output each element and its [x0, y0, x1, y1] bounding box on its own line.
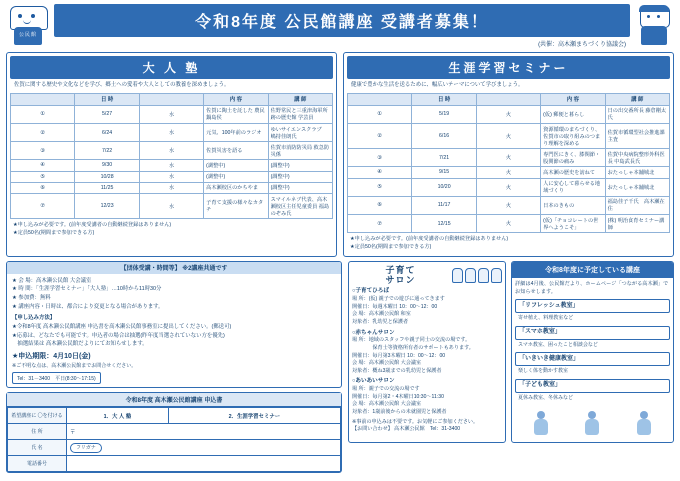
planned-courses-panel	[511, 261, 674, 444]
list-item: ★応募は、どなたでも可能です。申込者の場合は抽選(昨年度当選されていない方を優先)	[12, 332, 225, 339]
col-lecturer: 講 師	[605, 93, 669, 105]
planned-courses-body	[512, 278, 673, 443]
col-lecturer: 講 師	[268, 93, 332, 105]
salon-line: 開催日：毎週木曜日 10：00～12：00	[352, 303, 438, 310]
row-no: ②	[348, 124, 412, 149]
apply-method-list	[12, 314, 336, 349]
children-icon	[452, 268, 502, 283]
row-lecturer: 佐野常民と三重津海軍所跡の歴史館 学芸員	[268, 105, 332, 123]
list-item: ★ 会 場：高木瀬公民館 大会議室	[12, 277, 92, 284]
row-topic: 高木瀬校区のかちやま	[204, 182, 268, 193]
note-line: ★定員50名(期間まで参加できる方)	[13, 229, 95, 236]
row-date: 5/27	[75, 105, 139, 123]
row-topic: 佐賀に陶土を託した 農民鍋島侯	[204, 105, 268, 123]
row-lecturer: (調整中)	[268, 171, 332, 182]
row-topic: 元気、100年前のラジオ	[204, 124, 268, 142]
row-date: 7/22	[75, 142, 139, 160]
cosponsor-text: (共催：高木瀬まちづくり協議会)	[538, 42, 626, 48]
form-address-input[interactable]: 〒	[67, 424, 341, 440]
row-no: ④	[348, 167, 412, 178]
row-dow: 水	[139, 193, 203, 218]
seminar-course-title: 生涯学習セミナー	[347, 56, 670, 79]
salon-block	[352, 329, 502, 376]
row-date: 9/30	[75, 160, 139, 171]
row-dow: 水	[139, 171, 203, 182]
row-no: ②	[11, 124, 75, 142]
furigana-label: フリガナ	[70, 443, 102, 453]
seminar-course-notes	[347, 233, 670, 253]
row-dow: 火	[476, 214, 540, 232]
row-no: ⑤	[348, 178, 412, 196]
col-no	[348, 93, 412, 105]
col-dow	[476, 93, 540, 105]
adult-course-title: 大 人 塾	[10, 56, 333, 79]
form-choice-label: 希望講座に 〇を付ける	[8, 408, 67, 424]
row-no: ⑥	[11, 182, 75, 193]
row-date: 11/25	[75, 182, 139, 193]
form-title: 令和8年度 高木瀬公民館講座 申込書	[7, 393, 341, 407]
row-dow: 火	[476, 167, 540, 178]
row-dow: 火	[476, 149, 540, 167]
row-date: 5/19	[412, 105, 476, 123]
salon-footer	[352, 419, 502, 434]
application-deadline: ★申込期限：4月10日(金)	[12, 352, 91, 360]
col-topic: 内 容	[204, 93, 268, 105]
apply-method-title: 【申し込み方法】	[12, 315, 56, 322]
row-topic: 人に安心して暮らせる地域づくり	[541, 178, 605, 196]
salon-name: ○あいあいサロン	[352, 378, 395, 385]
table-header-row	[348, 93, 670, 105]
row-no: ⑥	[348, 196, 412, 214]
row-no: ⑦	[11, 193, 75, 218]
list-item: ★令和8年度 高木瀬公民館講座 申込書を高木瀬公民館事務室に提出してください。(郵送可)	[12, 323, 232, 330]
table-row	[348, 149, 670, 167]
col-no	[11, 93, 75, 105]
row-lecturer: (調整中)	[268, 160, 332, 171]
planned-courses-intro: 詳細は4月後、公民館だより、ホームページ「つながる高木瀬」でお知らせします。	[515, 280, 669, 295]
salon-line: 場 所：(仮) 親子での遊びに通ってきます	[352, 296, 445, 303]
form-choice-row	[8, 408, 341, 424]
row-topic: (仮)「チョコレートの世界へようこそ」	[541, 214, 605, 232]
row-topic: 子育て支援の様々なカタチ	[204, 193, 268, 218]
courses-section	[6, 52, 674, 257]
row-no: ③	[348, 149, 412, 167]
planned-course-item: 「いきいき健康教室」	[515, 352, 670, 366]
salon-line: 会 場：高木瀬公民館 和室	[352, 311, 411, 318]
kosodate-title-line1: 子育て	[385, 264, 416, 275]
row-lecturer: おたっしゃ本舗城北	[605, 167, 669, 178]
contact-phone: Tel：31－3400 平日(8:30～17:15)	[12, 372, 101, 384]
row-lecturer: スマイルネブ代表、高木瀬校区主任児童委員 福島のぞみ氏	[268, 193, 332, 218]
salon-line: 対象者：乳幼児と保護者	[352, 318, 409, 325]
salon-line: 開催日：毎月第3木曜日 10：00～12：00	[352, 352, 446, 359]
row-date: 6/24	[75, 124, 139, 142]
planned-course-desc: 夏休み教室、冬休みなど	[518, 394, 574, 401]
list-item: ★ 参加費：無料	[12, 295, 51, 302]
planned-course-desc: 寄せ植え、料理教室など	[518, 315, 574, 322]
planned-course-item: 「スマホ教室」	[515, 326, 670, 340]
row-dow: 水	[139, 142, 203, 160]
row-date: 6/16	[412, 124, 476, 149]
salon-line: 会 場：高木瀬公民館 大会議室	[352, 360, 422, 367]
table-row	[348, 124, 670, 149]
table-header-row	[11, 93, 333, 105]
row-date: 9/15	[412, 167, 476, 178]
row-dow: 水	[139, 124, 203, 142]
row-lecturer: 福島佳子千氏 高木瀬在住	[605, 196, 669, 214]
salon-block	[352, 377, 502, 416]
page-title: 令和8年度 公民館講座 受講者募集！	[54, 4, 630, 37]
planned-courses-title: 令和8年度に予定している講座	[512, 262, 673, 278]
form-table	[7, 407, 341, 472]
salon-line: 対象者：1歳前後からの未就園児と保護者	[352, 409, 447, 416]
row-topic: 高木瀬の歴史を訪ねて	[541, 167, 605, 178]
row-dow: 火	[476, 178, 540, 196]
row-lecturer: 佐賀市循環型社会推進課主査	[605, 124, 669, 149]
row-lecturer: (調整中)	[268, 182, 332, 193]
note-line: ★定員50名(期間まで参加できる方)	[350, 243, 432, 250]
seminar-course-panel	[343, 52, 674, 257]
salon-line: 会 場：高木瀬公民館 大会議室	[352, 401, 422, 408]
col-date: 日 時	[75, 93, 139, 105]
salon-line: 対象者：概ね3歳までの乳幼児と保護者	[352, 367, 442, 374]
form-tel-label: 電話番号	[8, 456, 67, 472]
seminar-course-table	[347, 93, 670, 233]
table-row	[11, 193, 333, 218]
planned-course-desc: スマホ教室、困ったこと相談会など	[518, 341, 598, 348]
mascot-building-icon	[6, 4, 50, 48]
seminar-course-lead: 健康で豊かな生活を送るために、幅広いテーマについて学びましょう。	[351, 82, 524, 88]
row-dow: 火	[476, 124, 540, 149]
form-choice-seminar[interactable]: 2．生涯学習セミナー	[168, 408, 340, 424]
salon-line: ※事前の申込みは不要です。お気軽にご参加ください。	[352, 418, 479, 425]
salon-line: 保育士等資格所有者のサポートもあります。	[352, 344, 474, 351]
common-info-list	[12, 277, 336, 312]
form-address-row	[8, 424, 341, 440]
table-row	[348, 178, 670, 196]
planned-course-item: 「リフレッシュ教室」	[515, 299, 670, 313]
table-row	[348, 196, 670, 214]
row-date: 12/15	[412, 214, 476, 232]
form-address-label: 住 所	[8, 424, 67, 440]
salon-line: 場 所：親子での交流の場です	[352, 386, 420, 393]
row-no: ①	[11, 105, 75, 123]
mid-section	[6, 261, 674, 474]
list-item: ★ 時 間：「生涯学習セミナー」「大人塾」…10時から11時30分	[12, 286, 162, 293]
row-no: ③	[11, 142, 75, 160]
row-dow: 水	[139, 105, 203, 123]
table-row	[11, 124, 333, 142]
row-no: ⑤	[11, 171, 75, 182]
adult-course-notes	[10, 219, 333, 239]
row-lecturer: おたっしゃ本舗城北	[605, 178, 669, 196]
table-row	[11, 160, 333, 171]
person-figure-icon	[635, 411, 653, 439]
row-dow: 火	[476, 105, 540, 123]
col-dow	[139, 93, 203, 105]
row-lecturer: 佐賀市消防防災局 救急防災係	[268, 142, 332, 160]
row-no: ④	[11, 160, 75, 171]
form-choice-adult[interactable]: 1．大 人 塾	[67, 408, 169, 424]
row-topic: (調整中)	[204, 160, 268, 171]
kosodate-header	[352, 265, 502, 286]
row-date: 12/23	[75, 193, 139, 218]
kosodate-title-line2: サロン	[385, 275, 416, 286]
row-dow: 水	[139, 182, 203, 193]
right-column	[348, 261, 674, 444]
row-topic: 資源循環のまちづくり、佐賀市の取り組みのつまり理解を深める	[541, 124, 605, 149]
form-tel-row	[8, 456, 341, 472]
title-block	[54, 4, 630, 48]
planned-course-desc: 楽しく体を動かす教室	[518, 368, 569, 375]
salon-block	[352, 287, 502, 326]
kosodate-salon-panel	[348, 261, 506, 444]
adult-course-lead: 佐賀に関する歴史や文化などを学び、郷土への愛着や大人としての教養を深めましょう。	[14, 82, 230, 88]
common-info-title: 【団体受講・時間等】 ※2講座共通です	[7, 262, 341, 274]
list-item: 抽選結果は 高木瀬公民館だよりにてお知らせします。	[12, 341, 148, 348]
note-line: ★申し込みが必要です。(前年度受講者の自動継続登録はありません)	[13, 222, 172, 229]
salon-name: ○赤ちゃんサロン	[352, 329, 395, 336]
form-name-label: 氏 名	[8, 440, 67, 456]
col-date: 日 時	[412, 93, 476, 105]
row-dow: 火	[476, 196, 540, 214]
row-date: 11/17	[412, 196, 476, 214]
common-info-panel	[6, 261, 342, 389]
adult-course-table	[10, 93, 333, 219]
page-header	[6, 4, 674, 50]
adult-course-panel	[6, 52, 337, 257]
form-name-input[interactable]	[67, 440, 341, 456]
row-lecturer: ゆいサイエンスクラブ 嶋持佳朗氏	[268, 124, 332, 142]
person-figure-icon	[583, 411, 601, 439]
table-row	[348, 167, 670, 178]
row-date: 10/28	[75, 171, 139, 182]
row-topic: (仮) 郵便と暮らし	[541, 105, 605, 123]
people-illustration	[515, 405, 670, 439]
table-row	[11, 142, 333, 160]
row-topic: 佐賀災害を語る	[204, 142, 268, 160]
person-figure-icon	[532, 411, 550, 439]
mascot-label: 公民館	[18, 32, 37, 38]
row-date: 7/21	[412, 149, 476, 167]
row-no: ⑦	[348, 214, 412, 232]
application-form	[6, 392, 342, 473]
row-topic: 日本のきもの	[541, 196, 605, 214]
table-row	[348, 214, 670, 232]
row-lecturer: 佐賀中央病院整形外科医長 中島武長氏	[605, 149, 669, 167]
col-topic: 内 容	[541, 93, 605, 105]
form-name-row	[8, 440, 341, 456]
planned-course-item: 「子ども教室」	[515, 379, 670, 393]
table-row	[11, 182, 333, 193]
form-tel-input[interactable]	[67, 456, 341, 472]
list-item: ★ 講座内容・日時は、都合により変更となる場合があります。	[12, 303, 164, 310]
salon-contact: 【お問い合わせ】 高木瀬公民館 Tel：31-3400	[352, 426, 461, 433]
mascot-person-icon	[634, 4, 674, 48]
row-topic: (調整中)	[204, 171, 268, 182]
contact-note: ※ご不明な点は、高木瀬公民館までお問合せください。	[12, 362, 137, 369]
row-no: ①	[348, 105, 412, 123]
note-line: ★申し込みが必要です。(前年度受講者の自動継続登録はありません)	[350, 236, 509, 243]
salon-name: ○子育てひろば	[352, 288, 389, 295]
salon-line: 場 所：地域のスタッフや親子同士の交流の場です。	[352, 337, 471, 344]
table-row	[11, 105, 333, 123]
table-row	[348, 105, 670, 123]
row-topic: 専門医にきく、膝関節・股関節の痛み	[541, 149, 605, 167]
row-lecturer: 日の出交番所長 藤倉剛太氏	[605, 105, 669, 123]
row-date: 10/20	[412, 178, 476, 196]
row-dow: 水	[139, 160, 203, 171]
common-info-column	[6, 261, 342, 474]
table-row	[11, 171, 333, 182]
salon-line: 開催日：毎月第2・4木曜日10:30～11:30	[352, 393, 444, 400]
row-lecturer: (株) 明治食育セミナー講師	[605, 214, 669, 232]
